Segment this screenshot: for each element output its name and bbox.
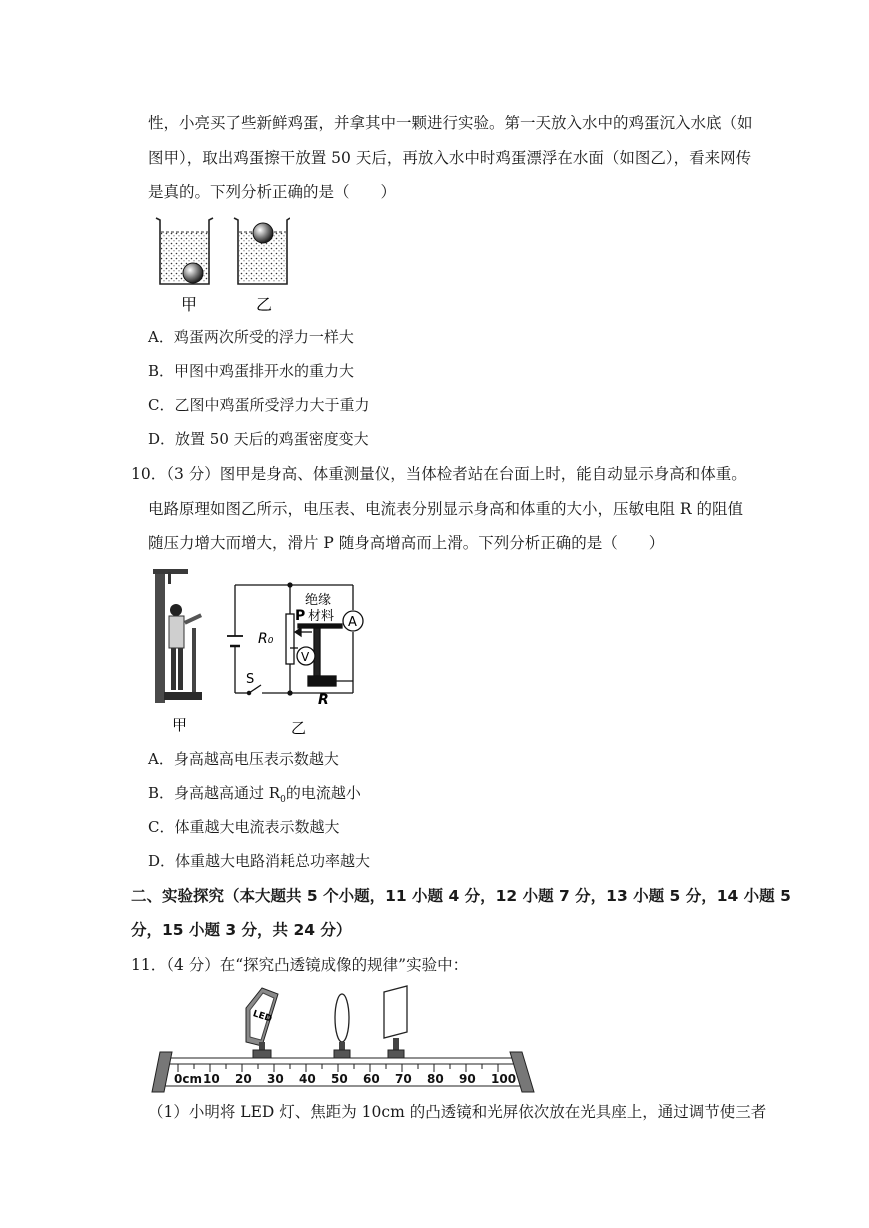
q11-title: 11．（4 分）在“探究凸透镜成像的规律”实验中： [131,956,469,974]
q10-option-a[interactable]: A．身高越高电压表示数越大 [148,750,339,768]
optical-bench-figure [150,980,545,1094]
q9-option-b[interactable]: B．甲图中鸡蛋排开水的重力大 [148,362,355,380]
egg-sunk [183,263,203,283]
optical-rail-top [160,1058,522,1064]
section-2-heading-line-1: 二、实验探究（本大题共 5 个小题，11 小题 4 分，12 小题 7 分，13 小题 5 分，14 小题 5 [131,887,791,905]
q9-line-3: 是真的。下列分析正确的是（ ） [148,183,397,201]
voltmeter-label: V [301,650,310,664]
circuit-figure [148,566,380,738]
light-screen [384,986,407,1058]
material-label: 材料 [308,609,335,624]
beaker-jia [156,218,213,284]
insulation-label: 绝缘 [305,593,332,608]
q9-option-a[interactable]: A．鸡蛋两次所受的浮力一样大 [148,328,354,346]
q10-option-b[interactable] [148,783,361,810]
q9-option-d[interactable]: D．放置 50 天后的鸡蛋密度变大 [148,430,369,448]
q9-option-c[interactable]: C．乙图中鸡蛋所受浮力大于重力 [148,396,370,414]
ruler-tick-label: 50 [331,1072,348,1086]
ruler-tick-label: 90 [459,1072,476,1086]
q11-line-1: （1）小明将 LED 灯、焦距为 10cm 的凸透镜和光屏依次放在光具座上，通过调节使三者 [148,1103,767,1121]
ruler-tick-label: 30 [267,1072,284,1086]
egg-floating [253,223,273,243]
q10-option-c[interactable]: C．体重越大电流表示数越大 [148,818,340,836]
ammeter-label: A [348,615,357,630]
section-2-heading-line-2: 分，15 小题 3 分，共 24 分） [131,921,352,939]
q9-line-2: 图甲），取出鸡蛋擦干放置 50 天后，再放入水中时鸡蛋漂浮在水面（如图乙），看来网传 [148,149,752,167]
q10-line-3: 随压力增大而增大，滑片 P 随身高增高而上滑。下列分析正确的是（ ） [148,534,665,552]
ruler-tick-label: 100 [491,1072,517,1086]
fig-label-jia: 甲 [172,716,188,734]
slider-p-label: P [295,608,306,624]
led-label: LED [251,1009,273,1025]
beaker-yi [234,218,290,284]
q10-option-b-sub: 0 [280,795,286,805]
ruler-tick-label: 10 [203,1072,220,1086]
ruler-tick-label: 70 [395,1072,412,1086]
lens [334,994,350,1058]
fig-label-yi: 乙 [291,719,307,737]
ruler-tick-label: 0cm [174,1072,202,1086]
q9-line-1: 性，小亮买了些新鲜鸡蛋，并拿其中一颗进行实验。第一天放入水中的鸡蛋沉入水底（如 [148,114,753,132]
q10-line-1: 10．（3 分）图甲是身高、体重测量仪，当体检者站在台面上时，能自动显示身高和体重。 [131,465,747,483]
q10-line-2: 电路原理如图乙所示，电压表、电流表分别显示身高和体重的大小，压敏电阻 R 的阻值 [148,500,744,518]
led-board [246,988,278,1058]
switch-label: S [246,672,255,687]
q10-option-d[interactable]: D．体重越大电路消耗总功率越大 [148,852,371,870]
ruler-tick-label: 40 [299,1072,316,1086]
label-jia: 甲 [181,295,198,314]
beakers-figure [150,212,290,318]
r-label: R [318,692,329,708]
r0-label: R₀ [258,631,274,647]
label-yi: 乙 [256,295,273,314]
measuring-instrument [153,569,202,703]
ruler-tick-label: 60 [363,1072,380,1086]
q10-option-b-pre: B．身高越高通过 R [148,784,281,802]
ruler-tick-label: 20 [235,1072,252,1086]
ruler-tick-label: 80 [427,1072,444,1086]
q10-option-b-post: 的电流越小 [285,784,361,802]
